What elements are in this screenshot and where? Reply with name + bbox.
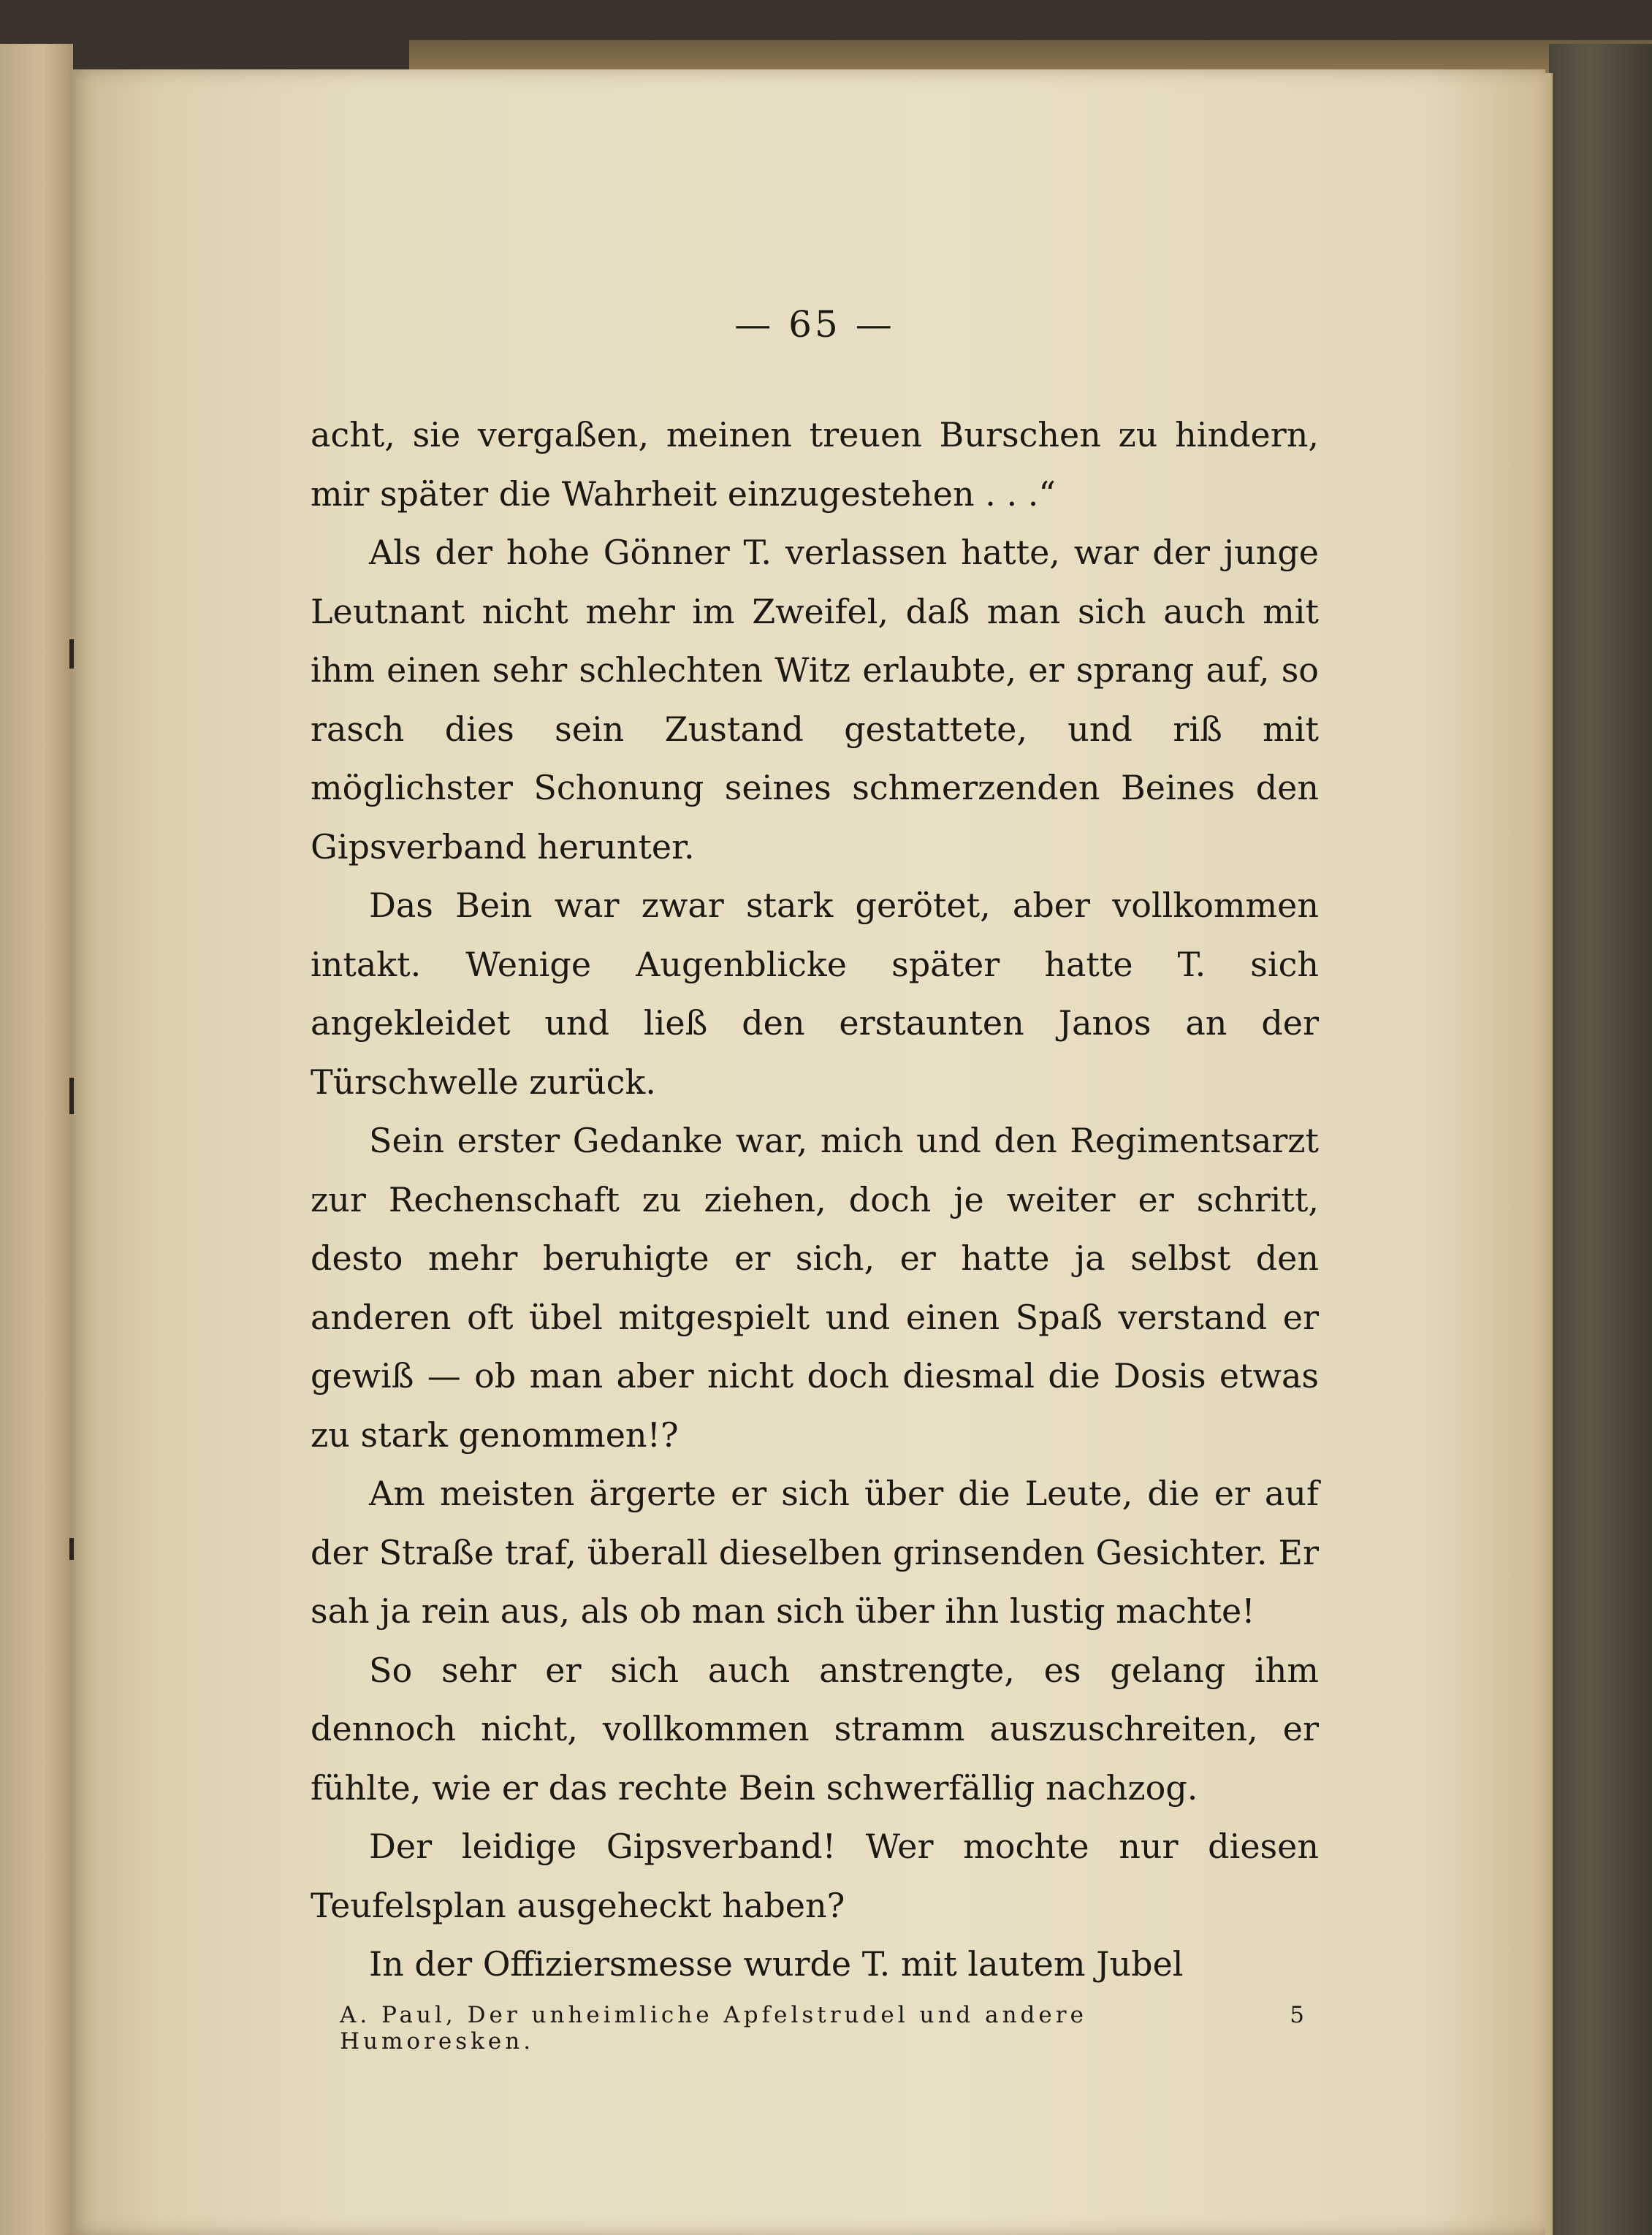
paragraph: Das Bein war zwar stark gerötet, aber vollkommen intakt. Wenige Augenblicke später hatte T. sich angekleidet und ließ den erstaunten Janos an der Türschwelle zurück. <box>311 886 1319 1102</box>
paragraph: Der leidige Gipsverband! Wer mochte nur diesen Teufelsplan ausgeheckt haben? <box>311 1827 1319 1925</box>
paragraph: acht, sie vergaßen, meinen treuen Burschen zu hindern, mir später die Wahrheit einzugestehen . . .“ <box>311 415 1319 514</box>
margin-mark <box>69 1078 74 1114</box>
page-number: — 65 — <box>734 303 895 346</box>
margin-mark <box>69 639 74 669</box>
paragraph: Am meisten ärgerte er sich über die Leute, die er auf der Straße traf, überall dieselben grinsenden Gesichter. Er sah ja rein aus, als ob man sich über ihn lustig machte! <box>311 1474 1319 1631</box>
paragraph: Als der hohe Gönner T. verlassen hatte, war der junge Leutnant nicht mehr im Zweifel, daß man sich auch mit ihm einen sehr schlechten Witz erlaubte, er sprang auf, so rasch dies sein Zustand gestattete, und riß mit möglichster Schonung seines schmerzenden Beines den Gipsverband herunter. <box>311 533 1319 867</box>
body-text <box>311 406 1319 1994</box>
paragraph: Sein erster Gedanke war, mich und den Regimentsarzt zur Rechenschaft zu ziehen, doch je weiter er schritt, desto mehr beruhigte er sich, er hatte ja selbst den anderen oft übel mitgespielt und einen Spaß verstand er gewiß — ob man aber nicht doch diesmal die Dosis etwas zu stark genommen!? <box>311 1121 1319 1455</box>
margin-mark <box>69 1538 74 1560</box>
signature-mark: 5 <box>1290 2002 1304 2028</box>
left-page-edge <box>0 44 73 2235</box>
paragraph: So sehr er sich auch anstrengte, es gelang ihm dennoch nicht, vollkommen stramm auszuschreiten, er fühlte, wie er das rechte Bein schwerfällig nachzog. <box>311 1650 1319 1808</box>
book-cover-right <box>1549 44 1652 2235</box>
paragraph: In der Offiziersmesse wurde T. mit lautem Jubel <box>369 1944 1184 1984</box>
page-footer <box>340 2002 1304 2055</box>
book-page <box>69 69 1545 2235</box>
footer-title: A. Paul, Der unheimliche Apfelstrudel und andere Humoresken. <box>340 2002 1087 2055</box>
